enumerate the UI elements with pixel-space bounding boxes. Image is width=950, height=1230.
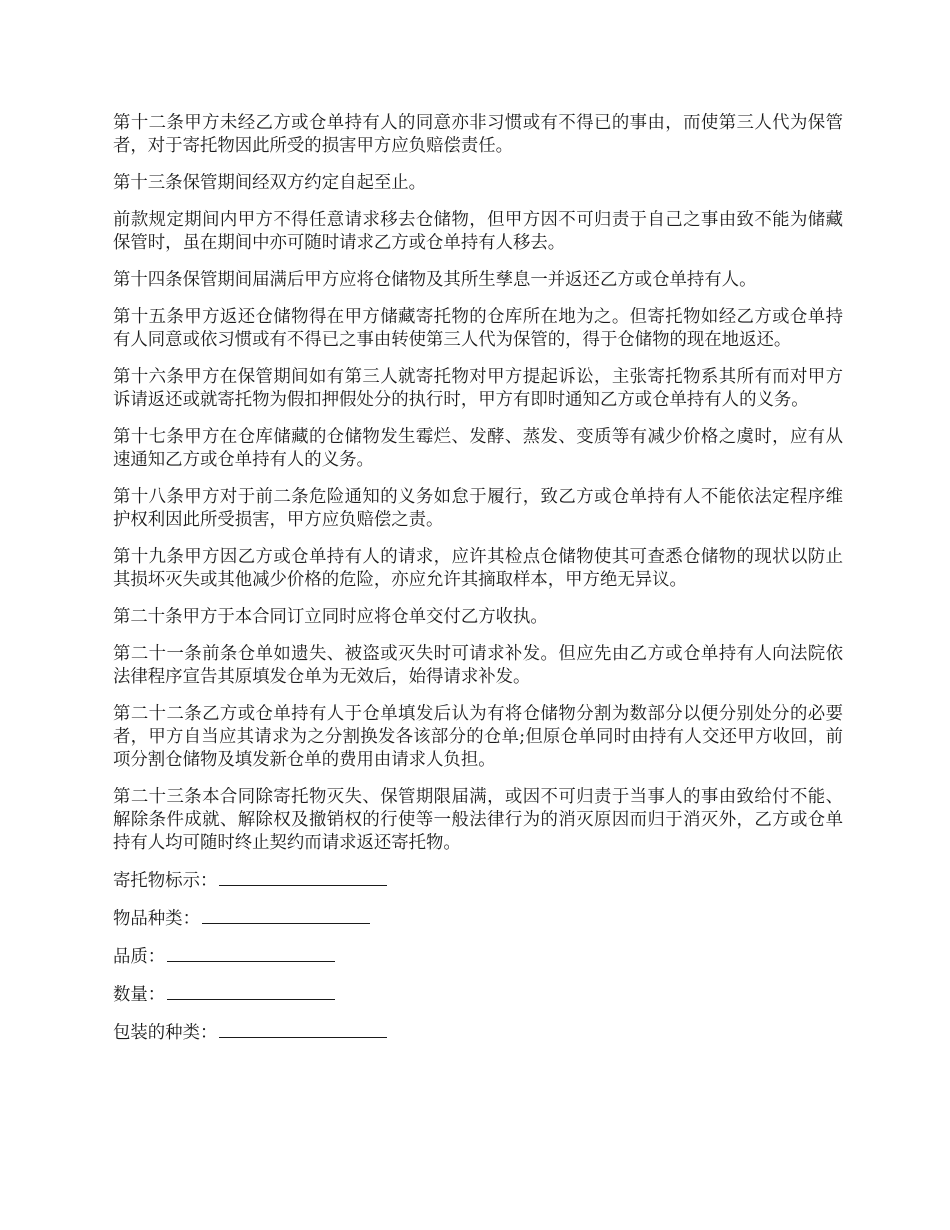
clause-19: 第十九条甲方因乙方或仓单持有人的请求，应许其检点仓储物使其可查悉仓储物的现状以防止其损坏灭失或其他减少价格的危险，亦应允许其摘取样本，甲方绝无异议。	[113, 547, 843, 590]
clause-15: 第十五条甲方返还仓储物得在甲方储藏寄托物的仓库所在地为之。但寄托物如经乙方或仓单持有人同意或依习惯或有不得已之事由转使第三人代为保管的，得于仓储物的现在地返还。	[113, 307, 843, 350]
fill-in-blank[interactable]	[167, 945, 335, 962]
fill-in-blank[interactable]	[167, 983, 335, 1000]
field-label: 数量：	[113, 985, 166, 1005]
clause-13: 第十三条保管期间经双方约定自起至止。	[113, 173, 427, 193]
fill-in-blank[interactable]	[219, 869, 387, 886]
field-packaging-type	[113, 1021, 843, 1045]
field-label: 物品种类：	[113, 909, 200, 929]
contract-body	[113, 112, 843, 1059]
field-goods-type	[113, 907, 843, 931]
field-quality	[113, 945, 843, 969]
field-quantity	[113, 983, 843, 1007]
clause-16: 第十六条甲方在保管期间如有第三人就寄托物对甲方提起诉讼，主张寄托物系其所有而对甲方诉请返还或就寄托物为假扣押假处分的执行时，甲方有即时通知乙方或仓单持有人的义务。	[113, 367, 843, 410]
clause-21: 第二十一条前条仓单如遗失、被盗或灭失时可请求补发。但应先由乙方或仓单持有人向法院依法律程序宣告其原填发仓单为无效后，始得请求补发。	[113, 644, 843, 687]
clause-18: 第十八条甲方对于前二条危险通知的义务如怠于履行，致乙方或仓单持有人不能依法定程序维护权利因此所受损害，甲方应负赔偿之责。	[113, 487, 843, 530]
fill-in-blank[interactable]	[219, 1021, 387, 1038]
field-label: 品质：	[113, 947, 166, 967]
clause-23: 第二十三条本合同除寄托物灭失、保管期限届满，或因不可归责于当事人的事由致给付不能、解除条件成就、解除权及撤销权的行使等一般法律行为的消灭原因而归于消灭外，乙方或仓单持有人均可随时终止契约而请求返还寄托物。	[113, 787, 843, 853]
fill-in-blank[interactable]	[202, 907, 370, 924]
clause-13-supplement: 前款规定期间内甲方不得任意请求移去仓储物，但甲方因不可归责于自己之事由致不能为储藏保管时，虽在期间中亦可随时请求乙方或仓单持有人移去。	[113, 210, 843, 253]
clause-20: 第二十条甲方于本合同订立同时应将仓单交付乙方收执。	[113, 607, 548, 627]
clause-14: 第十四条保管期间届满后甲方应将仓储物及其所生孳息一并返还乙方或仓单持有人。	[113, 270, 757, 290]
clause-22: 第二十二条乙方或仓单持有人于仓单填发后认为有将仓储物分割为数部分以便分别处分的必要者，甲方自当应其请求为之分割换发各该部分的仓单;但原仓单同时由持有人交还甲方收回，前项分割仓储物及填发新仓单的费用由请求人负担。	[113, 704, 843, 770]
field-label: 包装的种类：	[113, 1023, 218, 1043]
field-deposit-mark	[113, 869, 843, 893]
field-label: 寄托物标示：	[113, 871, 218, 891]
clause-12: 第十二条甲方未经乙方或仓单持有人的同意亦非习惯或有不得已的事由，而使第三人代为保管者，对于寄托物因此所受的损害甲方应负赔偿责任。	[113, 113, 843, 156]
clause-17: 第十七条甲方在仓库储藏的仓储物发生霉烂、发酵、蒸发、变质等有减少价格之虞时，应有从速通知乙方或仓单持有人的义务。	[113, 427, 843, 470]
